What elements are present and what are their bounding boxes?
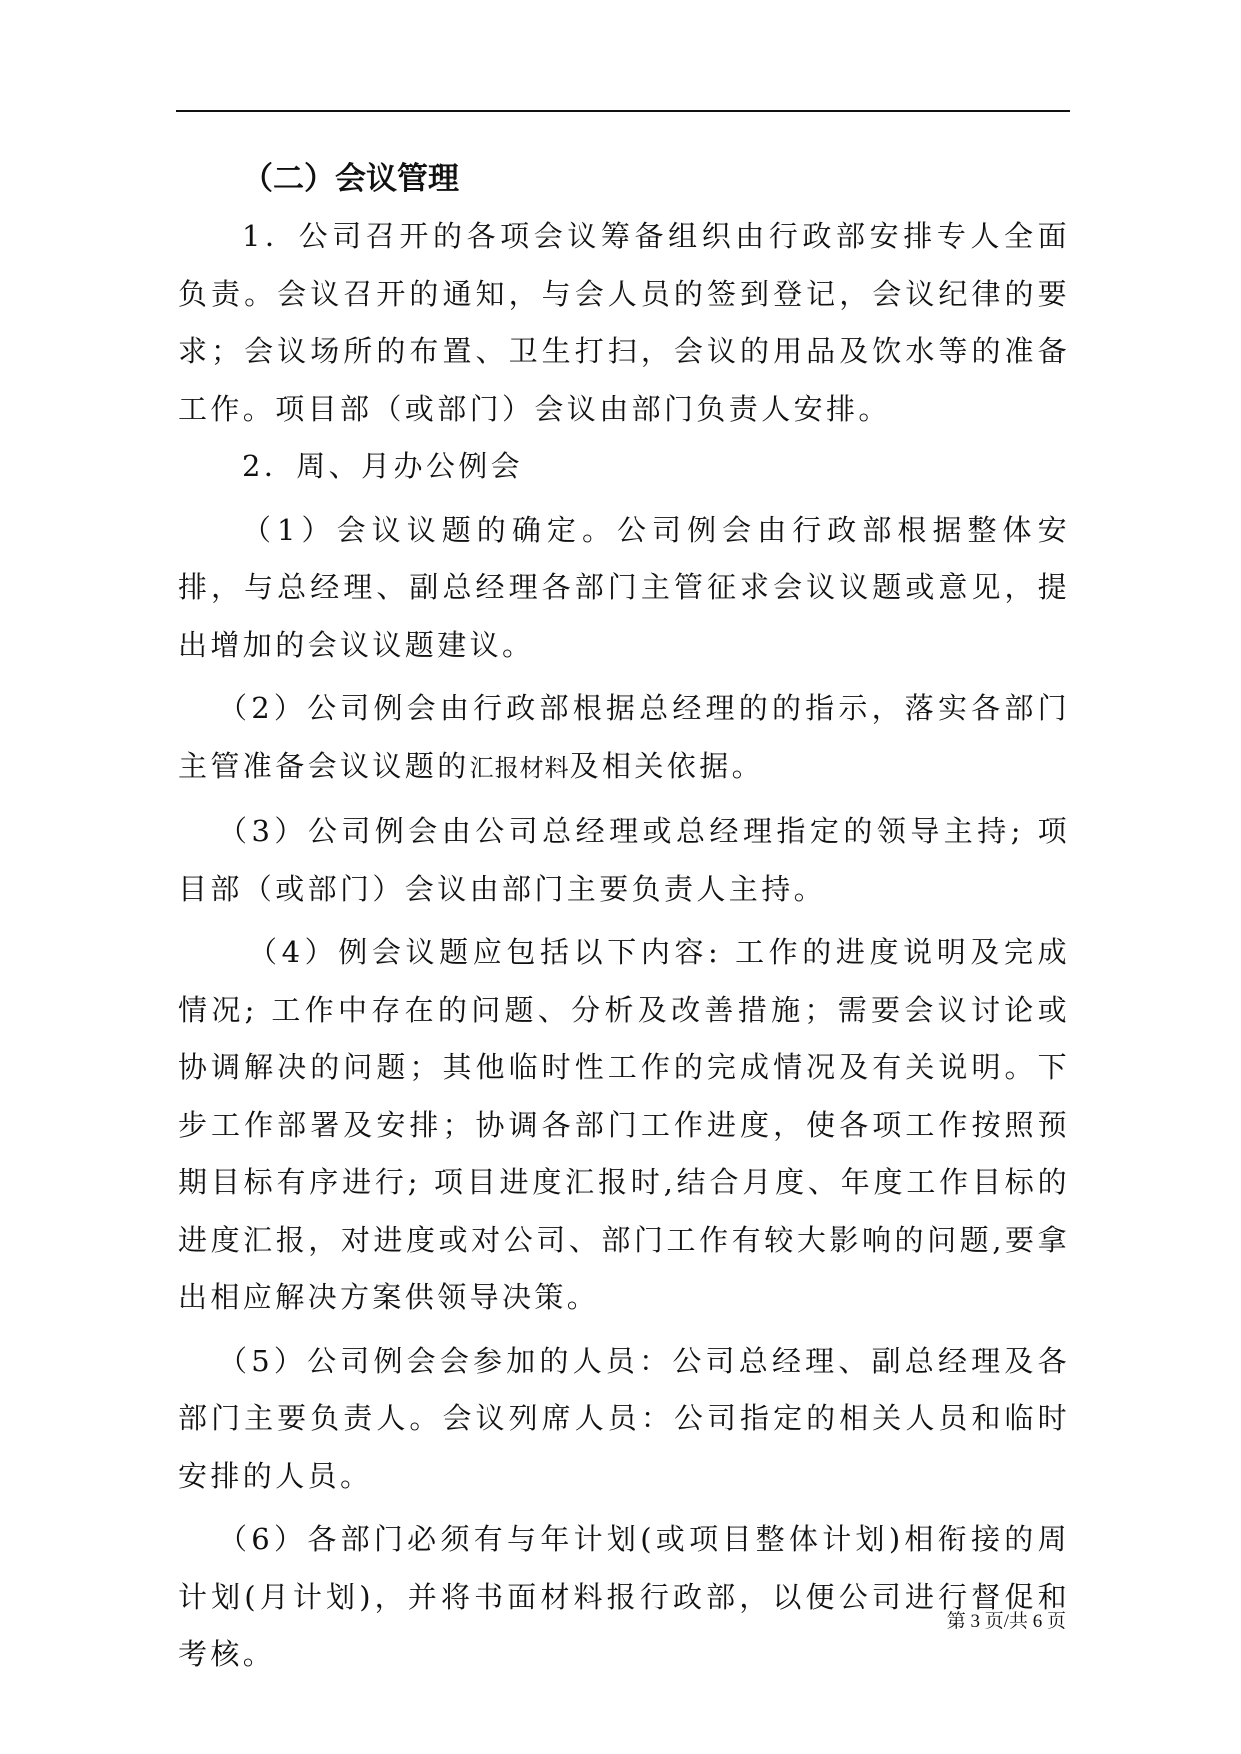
page-number: 第 3 页/共 6 页: [946, 1611, 1066, 1632]
paragraph-weekly-monthly-meeting: 2．周、月办公例会: [242, 449, 524, 483]
paragraph-item-4: （4）例会议题应包括以下内容: 工作的进度说明及完成情况; 工作中存在的问题、分析及改善措施；需要会议讨论或协调解决的问题；其他临时性工作的完成情况及有关说明。下步工作部署及安排；协调各部门工作进度，使各项工作按照预期目标有序进行; 项目进度汇报时,结合月度、年度工作目标的进度汇报，对进度或对公司、部门工作有较大影响的问题,要拿出相应解决方案供领导决策。: [178, 935, 1070, 1314]
paragraph-item-2-small-text: 汇报材料: [469, 753, 570, 782]
header-rule: [176, 110, 1070, 112]
document-body: [178, 150, 1070, 1684]
paragraph-item-6: （6）各部门必须有与年计划(或项目整体计划)相衔接的周计划(月计划)，并将书面材料报行政部，以便公司进行督促和考核。: [178, 1522, 1070, 1671]
paragraph-item-3: （3）公司例会由公司总经理或总经理指定的领导主持; 项目部（或部门）会议由部门主要负责人主持。: [178, 814, 1070, 906]
paragraph-item-5: （5）公司例会会参加的人员：公司总经理、副总经理及各部门主要负责人。会议列席人员：公司指定的相关人员和临时安排的人员。: [178, 1343, 1070, 1493]
paragraph-item-2: [178, 680, 1070, 797]
paragraph-item-2-text: （2）公司例会由行政部根据总经理的的指示，落实各部门主管准备会议议题的: [178, 691, 1070, 783]
paragraph-item-1: （1）会议议题的确定。公司例会由行政部根据整体安排，与总经理、副总经理各部门主管征求会议议题或意见，提出增加的会议议题建议。: [178, 512, 1070, 662]
section-title: （二）会议管理: [242, 161, 459, 197]
paragraph-item-2-tail: 及相关依据。: [569, 748, 765, 783]
paragraph-meeting-organization: 1．公司召开的各项会议筹备组织由行政部安排专人全面负责。会议召开的通知，与会人员的签到登记，会议纪律的要求；会议场所的布置、卫生打扫，会议的用品及饮水等的准备工作。项目部（或部门）会议由部门负责人安排。: [178, 219, 1070, 426]
